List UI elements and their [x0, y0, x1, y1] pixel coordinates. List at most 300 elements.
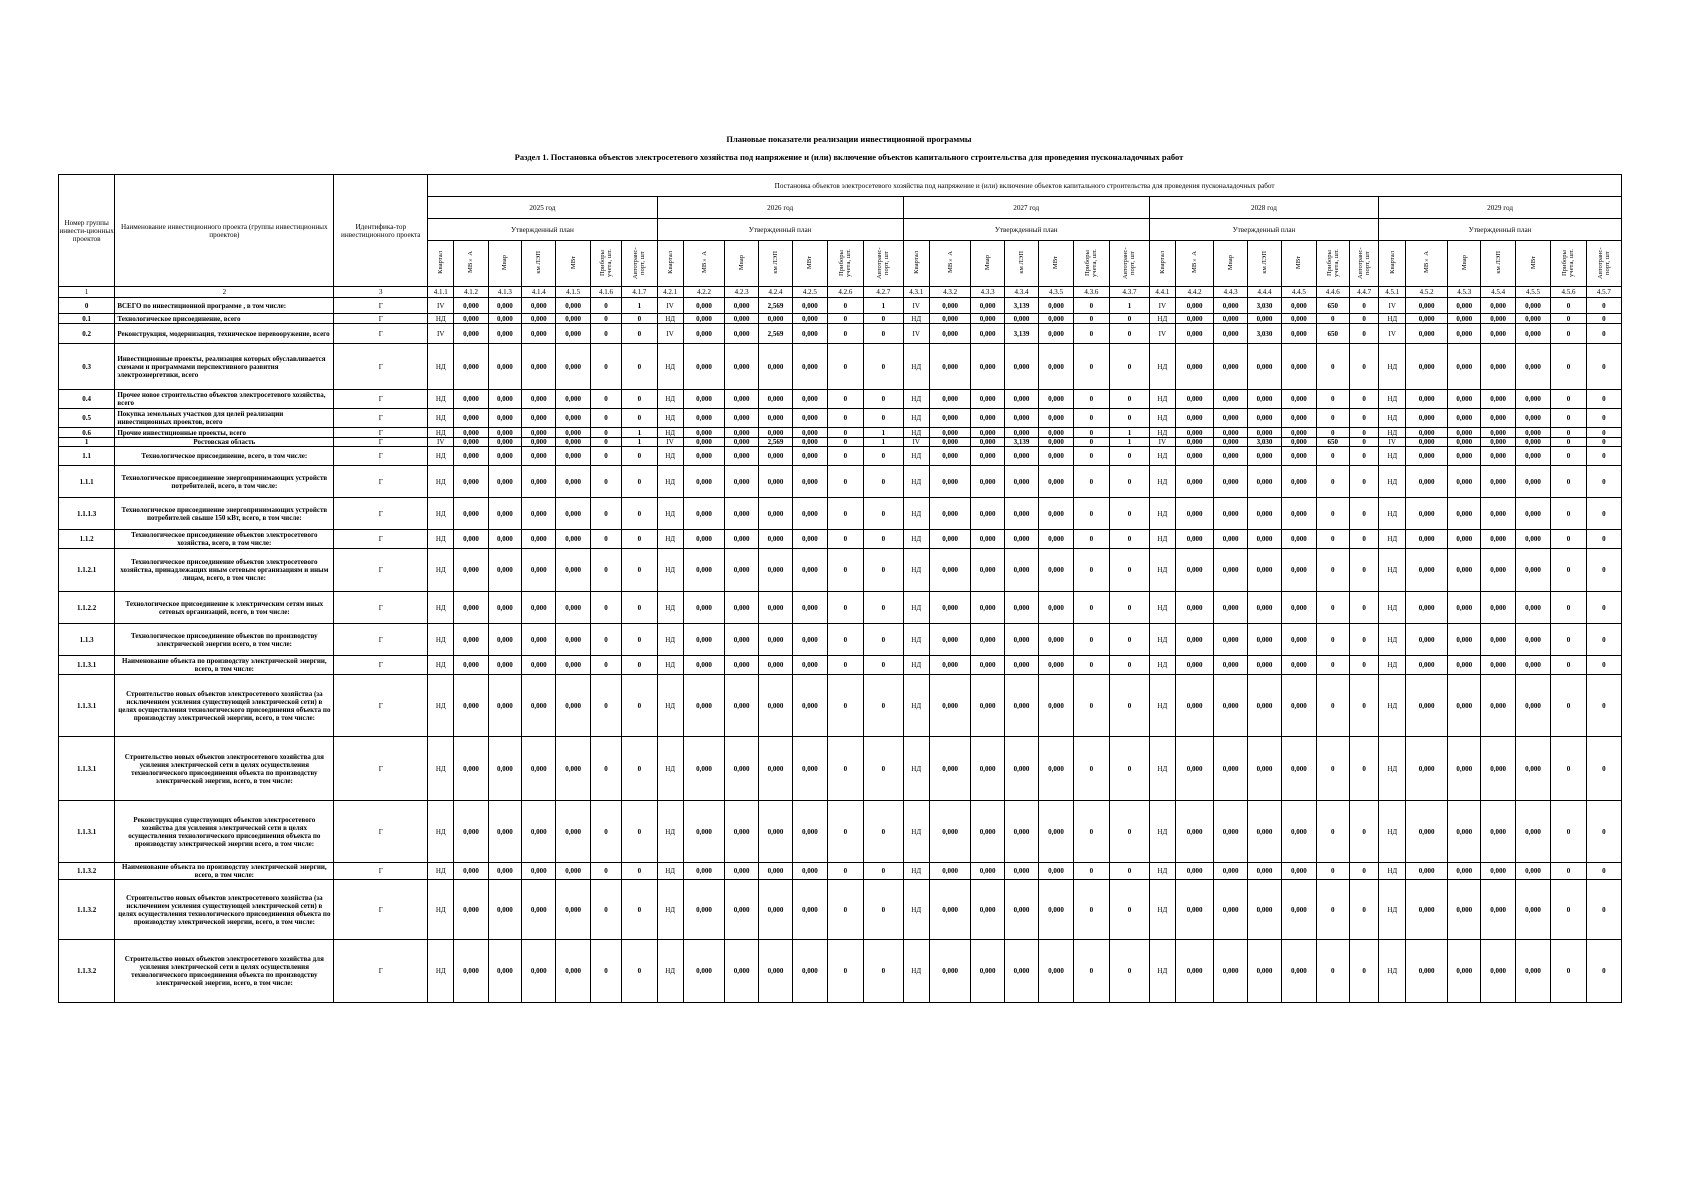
- col-header-sub-label: км ЛЭП: [1261, 251, 1268, 274]
- value-cell: 0: [590, 466, 621, 498]
- value-cell: 0,000: [1406, 675, 1448, 737]
- value-cell: 0,000: [1175, 675, 1214, 737]
- value-cell: 0,000: [556, 624, 590, 656]
- value-cell: 0,000: [758, 390, 792, 409]
- value-cell: 0,000: [758, 801, 792, 863]
- row-number: 0.4: [59, 390, 115, 409]
- value-cell: 0,000: [1214, 863, 1247, 880]
- value-cell: НД: [903, 447, 929, 466]
- col-header-sub: [1214, 241, 1247, 287]
- value-cell: 0: [827, 409, 864, 428]
- value-cell: 0,000: [793, 530, 827, 549]
- value-cell: 0,000: [1004, 801, 1038, 863]
- col-header-sub: [1349, 241, 1378, 287]
- value-cell: 0,000: [1448, 298, 1481, 314]
- value-cell: 0: [1551, 675, 1586, 737]
- value-cell: 0,000: [1406, 409, 1448, 428]
- value-cell: 0,000: [1175, 447, 1214, 466]
- col-number: 4.4.2: [1175, 287, 1214, 298]
- value-cell: 0,000: [556, 447, 590, 466]
- value-cell: IV: [1379, 324, 1406, 344]
- value-cell: 0,000: [929, 863, 971, 880]
- value-cell: 0: [1073, 801, 1110, 863]
- value-cell: 0: [1110, 737, 1150, 801]
- value-cell: НД: [657, 314, 683, 324]
- value-cell: 0,000: [793, 624, 827, 656]
- value-cell: 0,000: [758, 428, 792, 438]
- value-cell: 0,000: [1448, 675, 1481, 737]
- value-cell: 0,000: [725, 324, 758, 344]
- value-cell: 0,000: [971, 428, 1004, 438]
- value-cell: 0: [827, 344, 864, 390]
- value-cell: 0,000: [1175, 498, 1214, 530]
- value-cell: 0: [1073, 737, 1110, 801]
- value-cell: IV: [1379, 438, 1406, 447]
- value-cell: 0,000: [1214, 940, 1247, 1003]
- value-cell: 0,000: [454, 498, 488, 530]
- value-cell: 0,000: [1406, 801, 1448, 863]
- value-cell: 0,000: [488, 675, 521, 737]
- value-cell: 0,000: [488, 624, 521, 656]
- row-identifier: Г: [334, 409, 428, 428]
- value-cell: 0: [622, 880, 657, 940]
- value-cell: 0: [1349, 447, 1378, 466]
- row-name: Технологическое присоединение, всего: [115, 314, 334, 324]
- value-cell: 0: [590, 880, 621, 940]
- value-cell: 0: [1316, 466, 1349, 498]
- value-cell: 0,000: [1214, 428, 1247, 438]
- value-cell: 0: [1316, 530, 1349, 549]
- value-cell: 0,000: [1481, 549, 1515, 592]
- value-cell: 0: [1073, 438, 1110, 447]
- value-cell: 0,000: [725, 863, 758, 880]
- value-cell: 0,000: [1515, 940, 1550, 1003]
- row-identifier: Г: [334, 530, 428, 549]
- table-row: [59, 880, 1622, 940]
- value-cell: 0: [1316, 409, 1349, 428]
- value-cell: 0,000: [1039, 409, 1073, 428]
- value-cell: 0: [1586, 409, 1621, 428]
- value-cell: 0,000: [971, 314, 1004, 324]
- value-cell: НД: [428, 409, 454, 428]
- value-cell: 0,000: [1282, 447, 1316, 466]
- value-cell: 0: [622, 466, 657, 498]
- row-name: Строительство новых объектов электросетевого хозяйства (за исключением усиления существующей электрической сети) в целях осуществления технологического присоединения объекта по производству электрической энергии, всего, в том числе:: [115, 880, 334, 940]
- value-cell: 0,000: [1406, 344, 1448, 390]
- table-row: [59, 324, 1622, 344]
- value-cell: 0,000: [683, 675, 725, 737]
- value-cell: 0,000: [725, 298, 758, 314]
- col-header-sub-label: МВ×А: [700, 251, 708, 274]
- value-cell: 0,000: [1214, 344, 1247, 390]
- col-header-sub-label: Приборы учета, шт.: [1561, 248, 1576, 277]
- value-cell: 3,030: [1247, 438, 1281, 447]
- page-title: Плановые показатели реализации инвестиционной программы: [726, 134, 972, 144]
- row-name: Ростовская область: [115, 438, 334, 447]
- value-cell: 0: [1110, 656, 1150, 675]
- value-cell: НД: [428, 863, 454, 880]
- value-cell: 0,000: [488, 409, 521, 428]
- value-cell: 0,000: [971, 940, 1004, 1003]
- value-cell: 0,000: [1282, 344, 1316, 390]
- col-header-sub-label: МВт: [806, 255, 814, 270]
- value-cell: 0,000: [683, 428, 725, 438]
- value-cell: 0: [622, 549, 657, 592]
- col-number: 1: [59, 287, 115, 298]
- value-cell: 0,000: [488, 498, 521, 530]
- value-cell: 0: [1073, 298, 1110, 314]
- row-name: Технологическое присоединение энергопринимающих устройств потребителей, всего, в том числе:: [115, 466, 334, 498]
- value-cell: 0,000: [1406, 624, 1448, 656]
- value-cell: НД: [1149, 498, 1175, 530]
- value-cell: 0: [590, 940, 621, 1003]
- value-cell: 0,000: [1406, 940, 1448, 1003]
- col-number: 4.1.5: [556, 287, 590, 298]
- value-cell: 0,000: [1175, 863, 1214, 880]
- value-cell: НД: [657, 801, 683, 863]
- col-number: 4.5.6: [1551, 287, 1586, 298]
- value-cell: 0,000: [1175, 940, 1214, 1003]
- col-header-sub: [1282, 241, 1316, 287]
- col-header-sub: [1481, 241, 1515, 287]
- value-cell: 0,000: [1481, 438, 1515, 447]
- value-cell: 0: [590, 428, 621, 438]
- col-number: 4.2.5: [793, 287, 827, 298]
- value-cell: 0: [1551, 880, 1586, 940]
- col-header-sub: [1073, 241, 1110, 287]
- value-cell: 0,000: [683, 624, 725, 656]
- value-cell: 0: [1349, 438, 1378, 447]
- value-cell: 0: [1586, 344, 1621, 390]
- value-cell: 0: [827, 656, 864, 675]
- value-cell: 0,000: [1175, 801, 1214, 863]
- value-cell: 0: [1349, 298, 1378, 314]
- value-cell: 0: [1073, 549, 1110, 592]
- value-cell: 0,000: [683, 880, 725, 940]
- value-cell: 0: [1349, 324, 1378, 344]
- value-cell: 0,000: [488, 656, 521, 675]
- col-number: 4.1.1: [428, 287, 454, 298]
- row-name: Строительство новых объектов электросетевого хозяйства (за исключением усиления существующей электрической сети) в целях осуществления технологического присоединения объекта по производству электрической энергии, всего, в том числе:: [115, 675, 334, 737]
- value-cell: 0: [1073, 940, 1110, 1003]
- value-cell: 0: [622, 447, 657, 466]
- row-number: 1.1.3.1: [59, 656, 115, 675]
- value-cell: 0,000: [488, 438, 521, 447]
- value-cell: 0,000: [1448, 428, 1481, 438]
- value-cell: НД: [428, 880, 454, 940]
- value-cell: НД: [1379, 498, 1406, 530]
- value-cell: 0,000: [556, 737, 590, 801]
- table-row: [59, 940, 1622, 1003]
- value-cell: 0,000: [1406, 592, 1448, 624]
- col-number: 4.1.4: [522, 287, 556, 298]
- value-cell: IV: [657, 298, 683, 314]
- value-cell: 0,000: [1039, 549, 1073, 592]
- table-row: [59, 447, 1622, 466]
- value-cell: 0,000: [454, 428, 488, 438]
- value-cell: 0: [827, 466, 864, 498]
- value-cell: НД: [428, 466, 454, 498]
- value-cell: 0: [1586, 314, 1621, 324]
- value-cell: IV: [1149, 324, 1175, 344]
- value-cell: 0,000: [793, 940, 827, 1003]
- value-cell: НД: [1149, 656, 1175, 675]
- value-cell: 0,000: [1406, 324, 1448, 344]
- col-header-sub-label: Автотранс-порт, шт: [876, 246, 891, 279]
- value-cell: 0: [1551, 298, 1586, 314]
- value-cell: 0,000: [683, 530, 725, 549]
- value-cell: 0: [622, 314, 657, 324]
- value-cell: 0,000: [1247, 549, 1281, 592]
- value-cell: 0,000: [1247, 675, 1281, 737]
- value-cell: 0,000: [1214, 675, 1247, 737]
- value-cell: 0,000: [1282, 656, 1316, 675]
- value-cell: 0,000: [1406, 390, 1448, 409]
- value-cell: 0: [1110, 801, 1150, 863]
- value-cell: 0,000: [1481, 940, 1515, 1003]
- value-cell: НД: [657, 390, 683, 409]
- value-cell: НД: [1379, 592, 1406, 624]
- value-cell: 0,000: [1004, 656, 1038, 675]
- value-cell: 0: [622, 624, 657, 656]
- value-cell: 0: [1349, 675, 1378, 737]
- value-cell: НД: [428, 801, 454, 863]
- value-cell: НД: [1149, 675, 1175, 737]
- row-number: 0: [59, 298, 115, 314]
- value-cell: 0,000: [556, 863, 590, 880]
- value-cell: 0,000: [488, 801, 521, 863]
- col-number: 4.5.2: [1406, 287, 1448, 298]
- col-header-sub: [1039, 241, 1073, 287]
- col-number: 4.5.1: [1379, 287, 1406, 298]
- row-identifier: Г: [334, 298, 428, 314]
- value-cell: 0: [1110, 940, 1150, 1003]
- value-cell: 0: [827, 863, 864, 880]
- value-cell: 0,000: [1448, 498, 1481, 530]
- value-cell: 0,000: [929, 530, 971, 549]
- value-cell: 0,000: [1448, 737, 1481, 801]
- value-cell: 0,000: [1515, 530, 1550, 549]
- value-cell: 0,000: [929, 675, 971, 737]
- value-cell: 0,000: [1214, 530, 1247, 549]
- value-cell: 0,000: [1214, 549, 1247, 592]
- value-cell: 0: [1110, 549, 1150, 592]
- value-cell: 3,139: [1004, 324, 1038, 344]
- table-row: [59, 656, 1622, 675]
- row-number: 1.1.3.2: [59, 863, 115, 880]
- value-cell: 0,000: [1214, 801, 1247, 863]
- value-cell: 0,000: [1481, 801, 1515, 863]
- value-cell: 0,000: [1515, 344, 1550, 390]
- value-cell: 0,000: [1039, 314, 1073, 324]
- value-cell: НД: [428, 737, 454, 801]
- value-cell: 0,000: [1481, 428, 1515, 438]
- value-cell: 0,000: [1406, 314, 1448, 324]
- value-cell: НД: [1149, 530, 1175, 549]
- row-identifier: Г: [334, 940, 428, 1003]
- row-name: Прочие инвестиционные проекты, всего: [115, 428, 334, 438]
- value-cell: 0: [590, 390, 621, 409]
- value-cell: 0: [1316, 737, 1349, 801]
- value-cell: 0,000: [971, 438, 1004, 447]
- col-header-sub-label: км ЛЭП: [771, 251, 779, 274]
- value-cell: 0: [1110, 447, 1150, 466]
- value-cell: 0: [1586, 447, 1621, 466]
- value-cell: 0,000: [556, 298, 590, 314]
- value-cell: 0: [1551, 438, 1586, 447]
- value-cell: 0: [1073, 447, 1110, 466]
- value-cell: НД: [657, 863, 683, 880]
- value-cell: НД: [1379, 344, 1406, 390]
- value-cell: 0,000: [1515, 737, 1550, 801]
- value-cell: 0,000: [454, 863, 488, 880]
- value-cell: 0,000: [971, 324, 1004, 344]
- value-cell: 0,000: [1406, 549, 1448, 592]
- value-cell: 0,000: [929, 737, 971, 801]
- col-header-plan: Утвержденный план: [1379, 219, 1622, 241]
- value-cell: 0,000: [1004, 498, 1038, 530]
- value-cell: 0,000: [1004, 940, 1038, 1003]
- value-cell: 0: [1316, 498, 1349, 530]
- value-cell: 0: [827, 675, 864, 737]
- value-cell: 0,000: [758, 314, 792, 324]
- value-cell: 1: [1110, 438, 1150, 447]
- value-cell: НД: [657, 656, 683, 675]
- col-header-sub: [556, 241, 590, 287]
- value-cell: 3,030: [1247, 298, 1281, 314]
- value-cell: 0,000: [929, 880, 971, 940]
- value-cell: НД: [428, 314, 454, 324]
- value-cell: 0,000: [793, 447, 827, 466]
- row-identifier: Г: [334, 438, 428, 447]
- row-number: 1.1.2.1: [59, 549, 115, 592]
- value-cell: 0,000: [1481, 675, 1515, 737]
- value-cell: 0: [622, 390, 657, 409]
- value-cell: 0: [590, 447, 621, 466]
- col-header-sub-label: Приборы учета, шт.: [599, 248, 613, 277]
- value-cell: 0,000: [488, 737, 521, 801]
- row-number: 1.1.1.3: [59, 498, 115, 530]
- value-cell: 0,000: [1406, 656, 1448, 675]
- value-cell: 0: [827, 314, 864, 324]
- value-cell: 0: [827, 530, 864, 549]
- value-cell: 0,000: [1406, 428, 1448, 438]
- value-cell: 0,000: [1282, 409, 1316, 428]
- row-name: Наименование объекта по производству электрической энергии, всего, в том числе:: [115, 863, 334, 880]
- value-cell: 0: [1316, 880, 1349, 940]
- value-cell: 0,000: [1004, 466, 1038, 498]
- value-cell: НД: [428, 656, 454, 675]
- value-cell: НД: [1149, 624, 1175, 656]
- value-cell: 0,000: [929, 324, 971, 344]
- col-header-sub-label: МВ×А: [467, 251, 475, 274]
- value-cell: 0,000: [793, 656, 827, 675]
- value-cell: 0,000: [725, 314, 758, 324]
- col-header-sub-label: Автотранс-порт, шт: [1357, 246, 1372, 279]
- value-cell: 0,000: [1214, 624, 1247, 656]
- value-cell: IV: [1379, 298, 1406, 314]
- col-header-sub-label: Мвар: [738, 254, 746, 271]
- value-cell: 0: [590, 314, 621, 324]
- row-number: 1.1.3: [59, 624, 115, 656]
- value-cell: 650: [1316, 438, 1349, 447]
- value-cell: 0,000: [793, 466, 827, 498]
- row-identifier: Г: [334, 863, 428, 880]
- value-cell: НД: [1149, 409, 1175, 428]
- value-cell: НД: [428, 530, 454, 549]
- value-cell: 0,000: [1282, 466, 1316, 498]
- value-cell: 2,569: [758, 438, 792, 447]
- value-cell: 0: [864, 737, 904, 801]
- value-cell: 0,000: [522, 466, 556, 498]
- value-cell: 0,000: [793, 324, 827, 344]
- row-number: 0.1: [59, 314, 115, 324]
- value-cell: 0,000: [522, 801, 556, 863]
- value-cell: НД: [1379, 880, 1406, 940]
- value-cell: 0: [827, 298, 864, 314]
- value-cell: 0: [1551, 530, 1586, 549]
- row-number: 1.1.1: [59, 466, 115, 498]
- value-cell: 0,000: [971, 344, 1004, 390]
- value-cell: 0,000: [1448, 409, 1481, 428]
- col-number: 4.4.6: [1316, 287, 1349, 298]
- value-cell: 0,000: [971, 592, 1004, 624]
- value-cell: НД: [428, 940, 454, 1003]
- value-cell: 3,139: [1004, 438, 1038, 447]
- value-cell: 0,000: [725, 549, 758, 592]
- col-number: 2: [115, 287, 334, 298]
- value-cell: 0: [1316, 940, 1349, 1003]
- value-cell: IV: [903, 324, 929, 344]
- value-cell: 0,000: [1039, 428, 1073, 438]
- row-identifier: Г: [334, 344, 428, 390]
- value-cell: 0,000: [683, 737, 725, 801]
- value-cell: 0,000: [1039, 298, 1073, 314]
- col-header-sub-label: Мвар: [984, 254, 992, 271]
- value-cell: 0: [1551, 447, 1586, 466]
- value-cell: 0,000: [1282, 675, 1316, 737]
- value-cell: 0: [1349, 880, 1378, 940]
- value-cell: 0: [622, 863, 657, 880]
- col-header-sub: [758, 241, 792, 287]
- col-header-sub-label: МВ×А: [1423, 251, 1431, 274]
- value-cell: НД: [1379, 549, 1406, 592]
- value-cell: НД: [428, 344, 454, 390]
- value-cell: 0,000: [725, 624, 758, 656]
- value-cell: 0,000: [1406, 863, 1448, 880]
- col-header-sub: [1004, 241, 1038, 287]
- value-cell: НД: [657, 447, 683, 466]
- value-cell: 0,000: [1481, 314, 1515, 324]
- value-cell: 0,000: [758, 656, 792, 675]
- col-header-sub-label: Квартал: [666, 251, 674, 274]
- value-cell: 0,000: [1448, 324, 1481, 344]
- col-header-id: Идентифика-тор инвестиционного проекта: [334, 175, 428, 287]
- value-cell: 0,000: [725, 592, 758, 624]
- table-row: [59, 466, 1622, 498]
- value-cell: 0,000: [556, 656, 590, 675]
- value-cell: 0: [827, 438, 864, 447]
- col-number: 4.2.2: [683, 287, 725, 298]
- value-cell: НД: [428, 390, 454, 409]
- col-header-sub-label: МВ×А: [1191, 251, 1199, 274]
- value-cell: IV: [657, 438, 683, 447]
- value-cell: 0: [864, 324, 904, 344]
- row-identifier: Г: [334, 390, 428, 409]
- value-cell: 0,000: [1039, 656, 1073, 675]
- value-cell: 0: [827, 549, 864, 592]
- value-cell: 0,000: [556, 592, 590, 624]
